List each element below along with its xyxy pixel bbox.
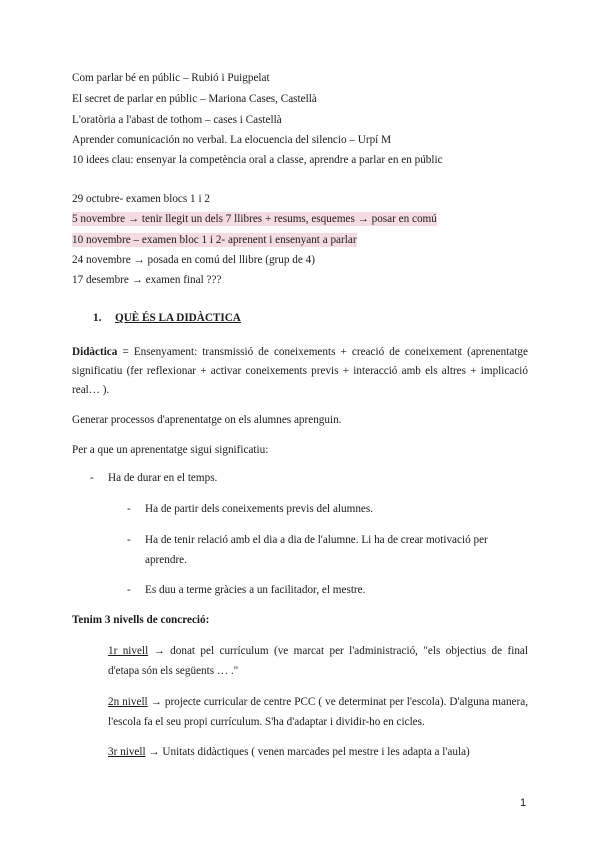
reference-line-2: El secret de parlar en públic – Mariona Cases, Castellà <box>72 93 317 105</box>
level-2 <box>108 692 528 732</box>
level-3-text: → Unitats didàctiques ( venen marcades pel mestre i les adapta a l'aula) <box>145 746 470 758</box>
schedule-line-4: 24 novembre → posada en comú del llibre (grup de 4) <box>72 254 315 266</box>
schedule-line-1: 29 octubre- examen blocs 1 i 2 <box>72 193 210 205</box>
definition-term: Didàctica <box>72 346 118 358</box>
dash-bullet: - <box>127 503 131 515</box>
highlighted-schedule-text: 5 novembre → tenir llegit un dels 7 llibres + resums, esquemes → posar en comú <box>72 213 437 225</box>
dash-bullet: - <box>90 472 94 484</box>
reference-line-1: Com parlar bé en públic – Rubió i Puigpelat <box>72 72 270 84</box>
paragraph-generar: Generar processos d'aprenentatge on els alumnes aprenguin. <box>72 414 342 426</box>
bullet-main-text: Ha de durar en el temps. <box>108 472 218 484</box>
level-3 <box>108 742 528 762</box>
reference-line-3: L'oratòria a l'abast de tothom – cases i Castellà <box>72 114 282 126</box>
level-1-label: 1r nivell <box>108 645 149 657</box>
level-1 <box>108 641 528 681</box>
section-heading <box>93 312 241 324</box>
level-2-text: → projecte curricular de centre PCC ( ve determinat per l'escola). D'alguna manera, l'escola fa el seu propi currículum. S'ha d'adaptar i dividir-ho en cicles. <box>108 696 528 728</box>
page-number: 1 <box>520 797 527 809</box>
reference-line-5: 10 idees clau: ensenyar la competència oral a classe, aprendre a parlar en en públic <box>72 154 443 166</box>
section-title: QUÈ ÉS LA DIDÀCTICA <box>115 312 241 324</box>
level-2-label: 2n nivell <box>108 696 148 708</box>
sub-bullet-3: Es duu a terme gràcies a un facilitador, el mestre. <box>145 584 366 596</box>
dash-bullet: - <box>127 584 131 596</box>
reference-line-4: Aprender comunicación no verbal. La elocuencia del silencio – Urpí M <box>72 134 392 146</box>
definition-paragraph <box>72 343 528 400</box>
levels-title: Tenim 3 nivells de concreció: <box>72 614 210 626</box>
schedule-line-3 <box>72 234 357 246</box>
schedule-line-5: 17 desembre → examen final ??? <box>72 274 222 286</box>
level-3-label: 3r nivell <box>108 746 146 758</box>
highlighted-schedule-text: 10 novembre – examen bloc 1 i 2- aprenent i ensenyant a parlar <box>72 234 357 246</box>
level-1-text: → donat pel currículum (ve marcat per l'administració, "els objectius de final d'etapa són els següents … ." <box>108 645 528 677</box>
schedule-line-2 <box>72 213 437 225</box>
definition-text: = Ensenyament: transmissió de coneixements + creació de coneixement (aprenentatge significatiu (fer reflexionar + activar coneixements previs + interacció amb els altres + implicació real… ). <box>72 346 528 396</box>
paragraph-significatiu: Per a que un aprenentatge sigui significatiu: <box>72 444 269 456</box>
dash-bullet: - <box>127 534 131 546</box>
sub-bullet-1: Ha de partir dels coneixements previs del alumnes. <box>145 503 374 515</box>
section-number: 1. <box>93 312 102 324</box>
sub-bullet-2: Ha de tenir relació amb el dia a dia de l'alumne. Li ha de crear motivació per aprendre. <box>145 534 488 566</box>
